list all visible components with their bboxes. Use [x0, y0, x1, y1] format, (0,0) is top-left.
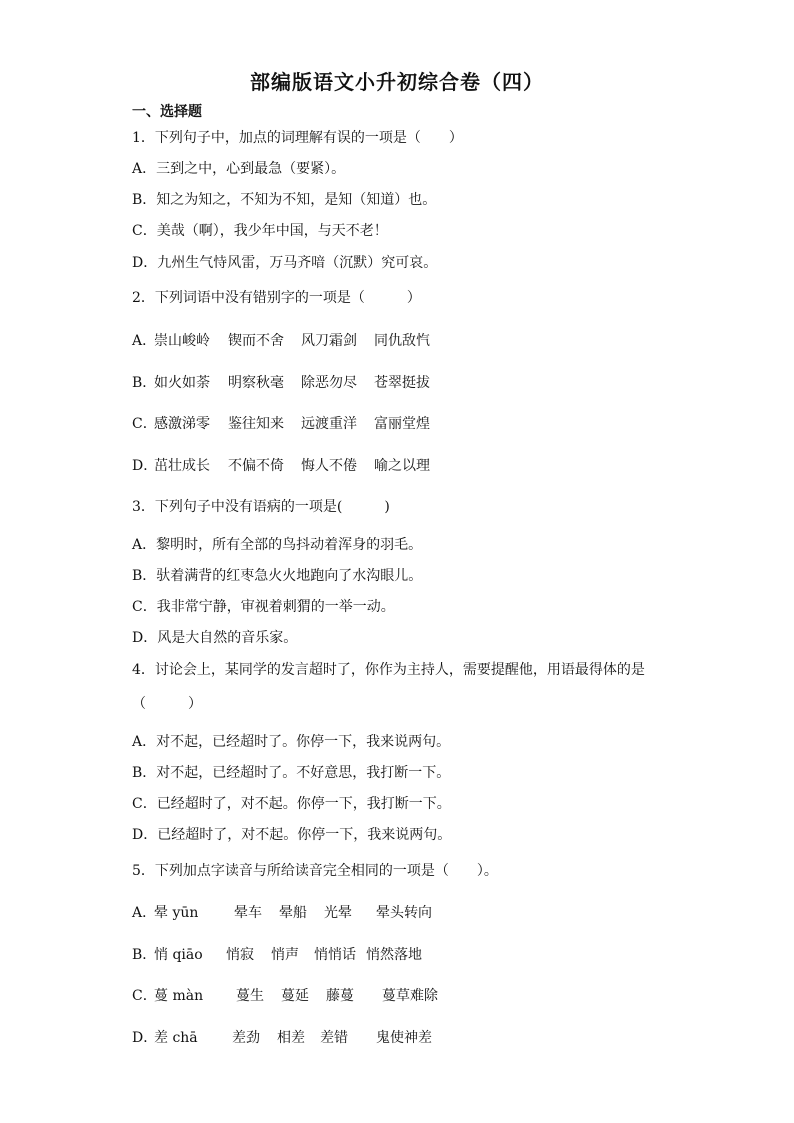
option-word: 鬼使神差 — [376, 1030, 432, 1046]
option-word: 同仇敌忾 — [374, 333, 430, 349]
option-word: 崇山峻岭 — [154, 333, 210, 349]
option-word: 晕车 — [234, 905, 262, 921]
option-label: B． — [132, 947, 157, 963]
option-word: 富丽堂煌 — [374, 416, 430, 432]
option-word: 光晕 — [324, 905, 352, 921]
option-word: 感激涕零 — [154, 416, 210, 432]
option-word: 茁壮成长 — [154, 458, 210, 474]
question-1-option-d: D．九州生气恃风雷，万马齐喑（沉默）究可哀。 — [132, 255, 438, 271]
option-label: D． — [132, 1030, 158, 1046]
question-4-option-d: D．已经超时了，对不起。你停一下，我来说两句。 — [132, 827, 452, 843]
option-word: 蔓草难除 — [382, 988, 438, 1004]
question-1-option-b: B．知之为知之，不知为不知，是知（知道）也。 — [132, 192, 437, 208]
question-3-option-b: B．驮着满背的红枣急火火地跑向了水沟眼儿。 — [132, 568, 423, 584]
page-title: 部编版语文小升初综合卷（四） — [250, 70, 544, 94]
option-word: 悄寂 — [226, 947, 254, 963]
option-word: 藤蔓 — [326, 988, 354, 1004]
option-word: 如火如荼 — [154, 375, 210, 391]
option-word: 明察秋毫 — [228, 375, 284, 391]
option-word: 相差 — [277, 1030, 305, 1046]
option-word: 鉴往知来 — [228, 416, 284, 432]
question-4-stem-cont: （ ） — [132, 696, 202, 712]
option-key: 悄 qiāo — [154, 947, 203, 963]
option-label: D． — [132, 458, 158, 474]
option-word: 除恶勿尽 — [301, 375, 357, 391]
question-1-option-a: A．三到之中，心到最急（要紧）。 — [132, 161, 346, 177]
option-label: C． — [132, 988, 157, 1004]
option-word: 喻之以理 — [374, 458, 430, 474]
option-word: 锲而不舍 — [228, 333, 284, 349]
question-3-option-a: A．黎明时，所有全部的鸟抖动着浑身的羽毛。 — [132, 537, 423, 553]
option-word: 远渡重洋 — [301, 416, 357, 432]
question-5-option-b — [132, 945, 422, 965]
option-word: 不偏不倚 — [228, 458, 284, 474]
question-2-stem: 2．下列词语中没有错别字的一项是（ ） — [132, 290, 421, 306]
question-2-option-b — [132, 373, 430, 393]
option-label: A． — [132, 905, 157, 921]
option-label: C． — [132, 416, 157, 432]
question-5-option-a — [132, 903, 432, 923]
option-word: 蔓延 — [281, 988, 309, 1004]
option-word: 苍翠挺拔 — [374, 375, 430, 391]
question-4-option-b: B．对不起，已经超时了。不好意思，我打断一下。 — [132, 765, 451, 781]
question-3-option-c: C．我非常宁静，审视着刺猬的一举一动。 — [132, 599, 395, 615]
question-1-stem: 1．下列句子中，加点的词理解有误的一项是（ ） — [132, 130, 463, 146]
option-word: 差劲 — [232, 1030, 260, 1046]
question-3-stem: 3．下列句子中没有语病的一项是( ) — [132, 499, 390, 515]
question-5-stem: 5．下列加点字读音与所给读音完全相同的一项是（ ）。 — [132, 863, 498, 879]
question-5-option-c — [132, 986, 438, 1006]
question-3-option-d: D．风是大自然的音乐家。 — [132, 630, 298, 646]
section-heading: 一、选择题 — [132, 104, 202, 120]
option-word: 悄声 — [271, 947, 299, 963]
question-4-stem: 4．讨论会上，某同学的发言超时了，你作为主持人，需要提醒他，用语最得体的是 — [132, 662, 645, 678]
question-2-option-d — [132, 456, 430, 476]
option-key: 蔓 màn — [154, 988, 204, 1004]
option-word: 风刀霜剑 — [301, 333, 357, 349]
question-2-option-c — [132, 414, 430, 434]
option-key: 晕 yūn — [154, 905, 199, 921]
option-word: 悄然落地 — [366, 947, 422, 963]
question-2-option-a — [132, 331, 430, 351]
option-label: B． — [132, 375, 157, 391]
option-label: A． — [132, 333, 157, 349]
option-word: 悄悄话 — [314, 947, 356, 963]
option-key: 差 chā — [154, 1030, 198, 1046]
question-1-option-c: C．美哉（啊），我少年中国，与天不老！ — [132, 223, 388, 239]
question-5-option-d — [132, 1028, 432, 1048]
option-word: 差错 — [320, 1030, 348, 1046]
option-word: 晕头转向 — [376, 905, 432, 921]
question-4-option-a: A．对不起，已经超时了。你停一下，我来说两句。 — [132, 734, 451, 750]
option-word: 蔓生 — [236, 988, 264, 1004]
option-word: 晕船 — [279, 905, 307, 921]
option-word: 悔人不倦 — [301, 458, 357, 474]
question-4-option-c: C．已经超时了，对不起。你停一下，我打断一下。 — [132, 796, 451, 812]
